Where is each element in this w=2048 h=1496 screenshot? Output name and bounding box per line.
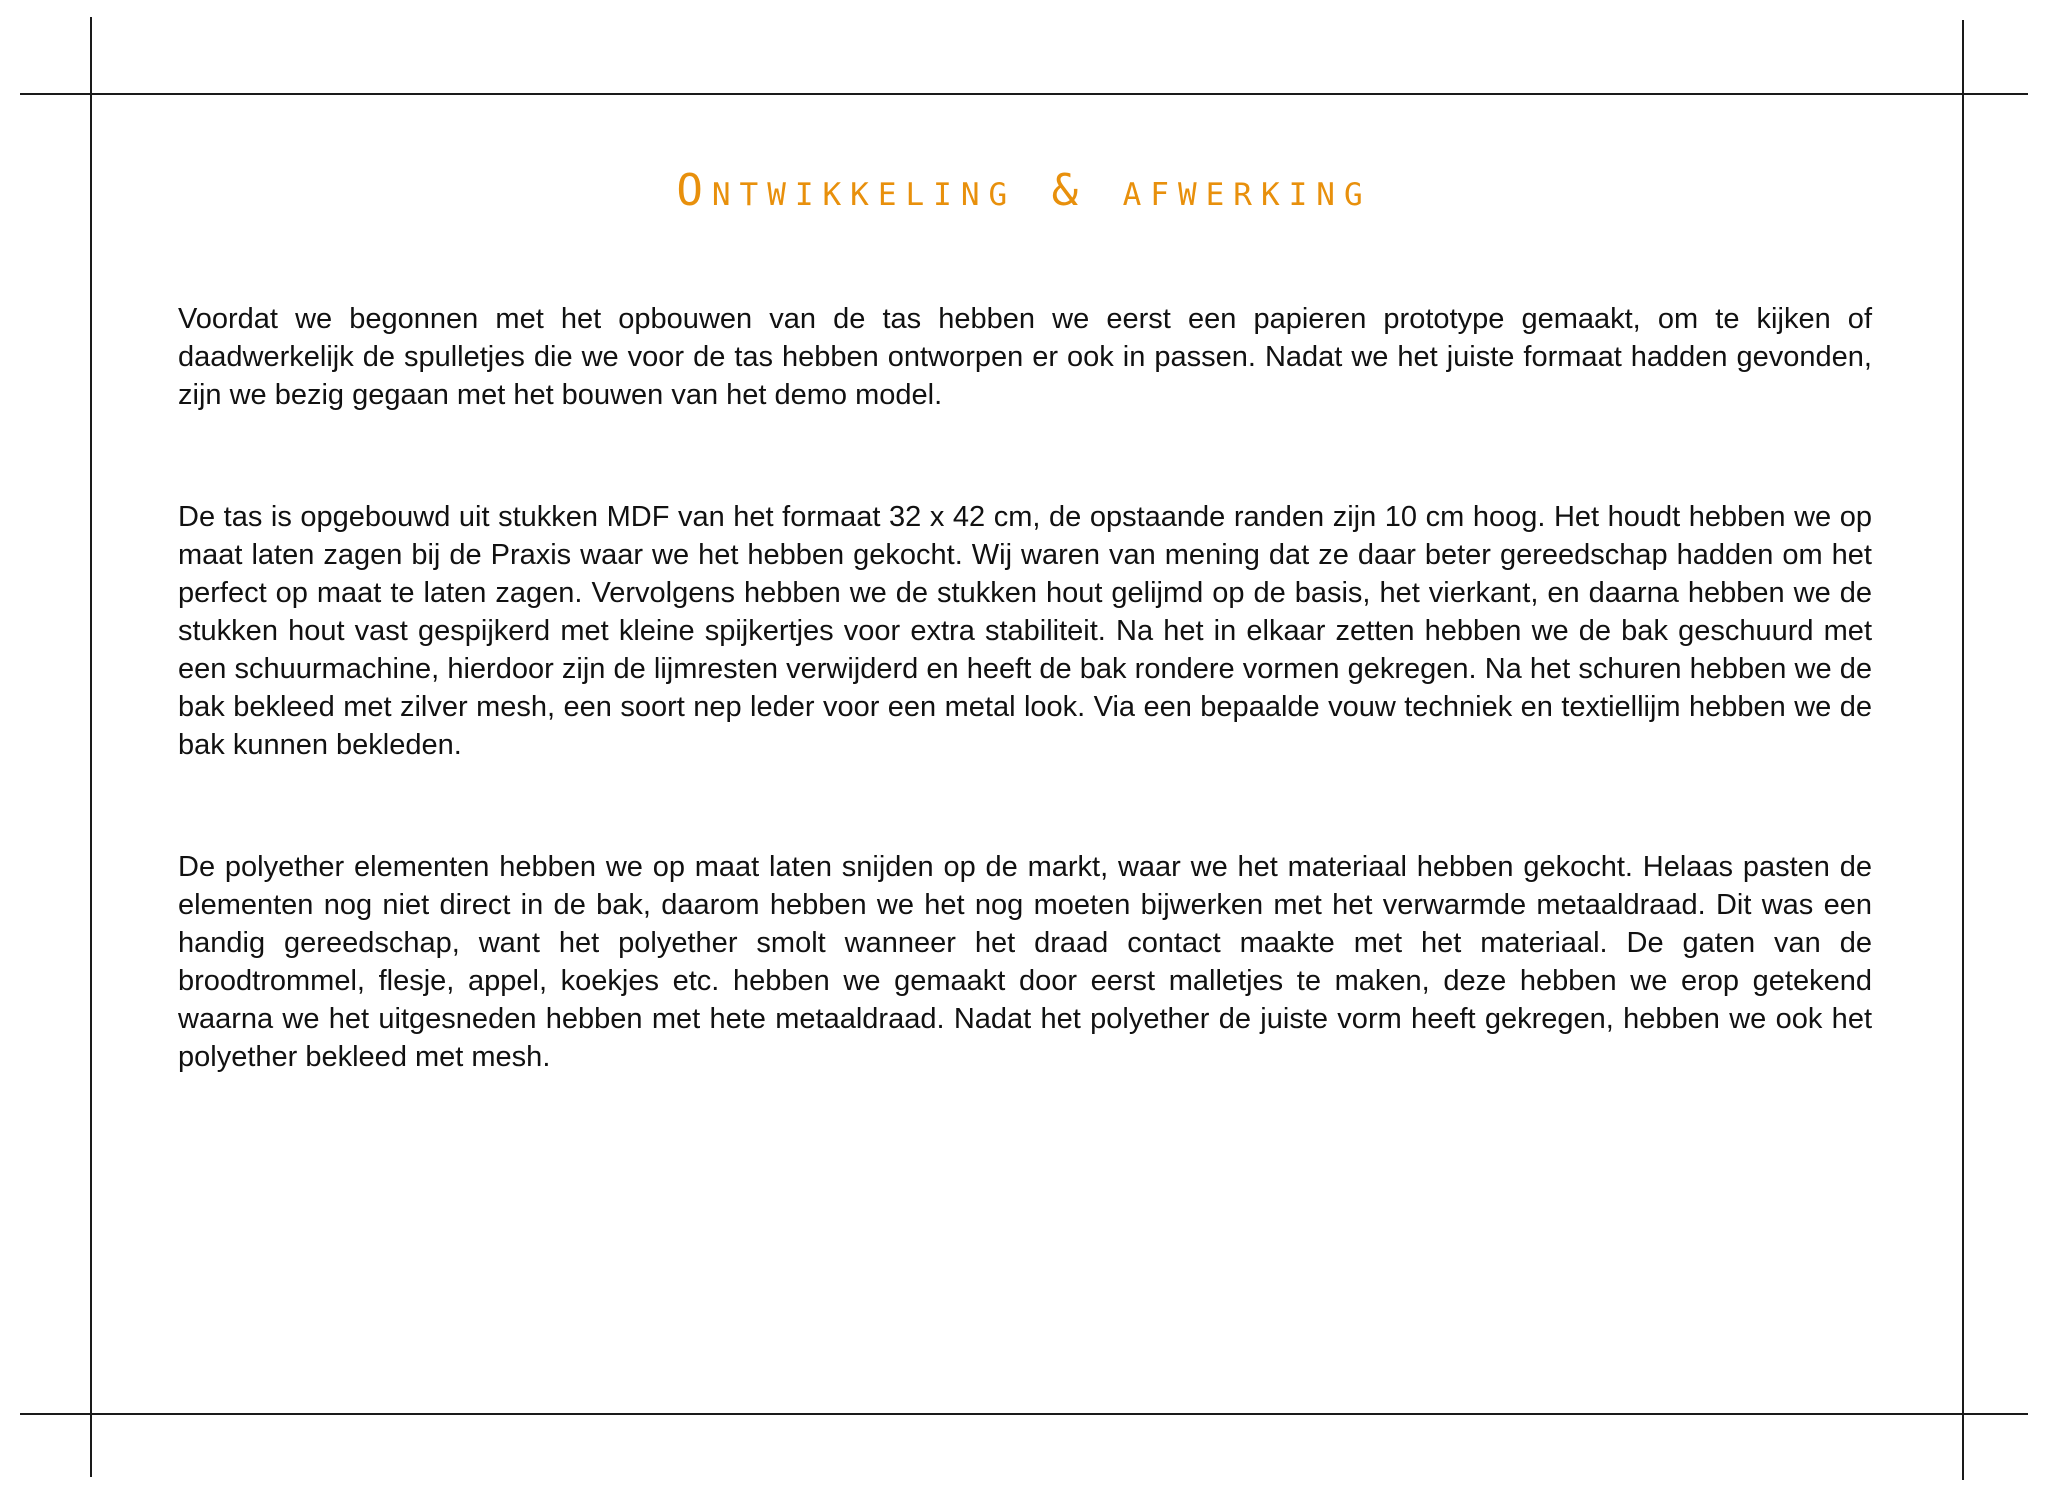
- crop-line-bottom: [20, 1413, 2028, 1415]
- crop-line-top: [20, 93, 2028, 95]
- page-title: Ontwikkeling & afwerking: [676, 165, 1372, 216]
- crop-line-left: [90, 17, 92, 1477]
- crop-line-right: [1962, 20, 1964, 1480]
- paragraph-construction: De tas is opgebouwd uit stukken MDF van het formaat 32 x 42 cm, de opstaande randen zijn 10 cm hoog. Het houdt hebben we op maat laten zagen bij de Praxis waar we het hebben gekocht. Wij waren van mening dat ze daar beter gereedschap hadden om het perfect op maat te laten zagen. Vervolgens hebben we de stukken hout gelijmd op de basis, het vierkant, en daarna hebben we de stukken hout vast gespijkerd met kleine spijkertjes voor extra stabiliteit. Na het in elkaar zetten hebben we de bak geschuurd met een schuurmachine, hierdoor zijn de lijmresten verwijderd en heeft de bak rondere vormen gekregen. Na het schuren hebben we de bak bekleed met zilver mesh, een soort nep leder voor een metal look. Via een bepaalde vouw techniek en textiellijm hebben we de bak kunnen bekleden.: [178, 501, 1872, 761]
- paragraph-prototype: Voordat we begonnen met het opbouwen van de tas hebben we eerst een papieren prototype gemaakt, om te kijken of daadwerkelijk de spulletjes die we voor de tas hebben ontworpen er ook in passen. Nadat we het juiste formaat hadden gevonden, zijn we bezig gegaan met het bouwen van het demo model.: [178, 303, 1872, 411]
- paragraph-polyether: De polyether elementen hebben we op maat laten snijden op de markt, waar we het materiaal hebben gekocht. Helaas pasten de elementen nog niet direct in de bak, daarom hebben we het nog moeten bijwerken met het verwarmde metaaldraad. Dit was een handig gereedschap, want het polyether smolt wanneer het draad contact maakte met het materiaal. De gaten van de broodtrommel, flesje, appel, koekjes etc. hebben we gemaakt door eerst malletjes te maken, deze hebben we erop getekend waarna we het uitgesneden hebben met hete metaaldraad. Nadat het polyether de juiste vorm heeft gekregen, hebben we ook het polyether bekleed met mesh.: [178, 851, 1872, 1073]
- body-text: [178, 300, 1872, 1160]
